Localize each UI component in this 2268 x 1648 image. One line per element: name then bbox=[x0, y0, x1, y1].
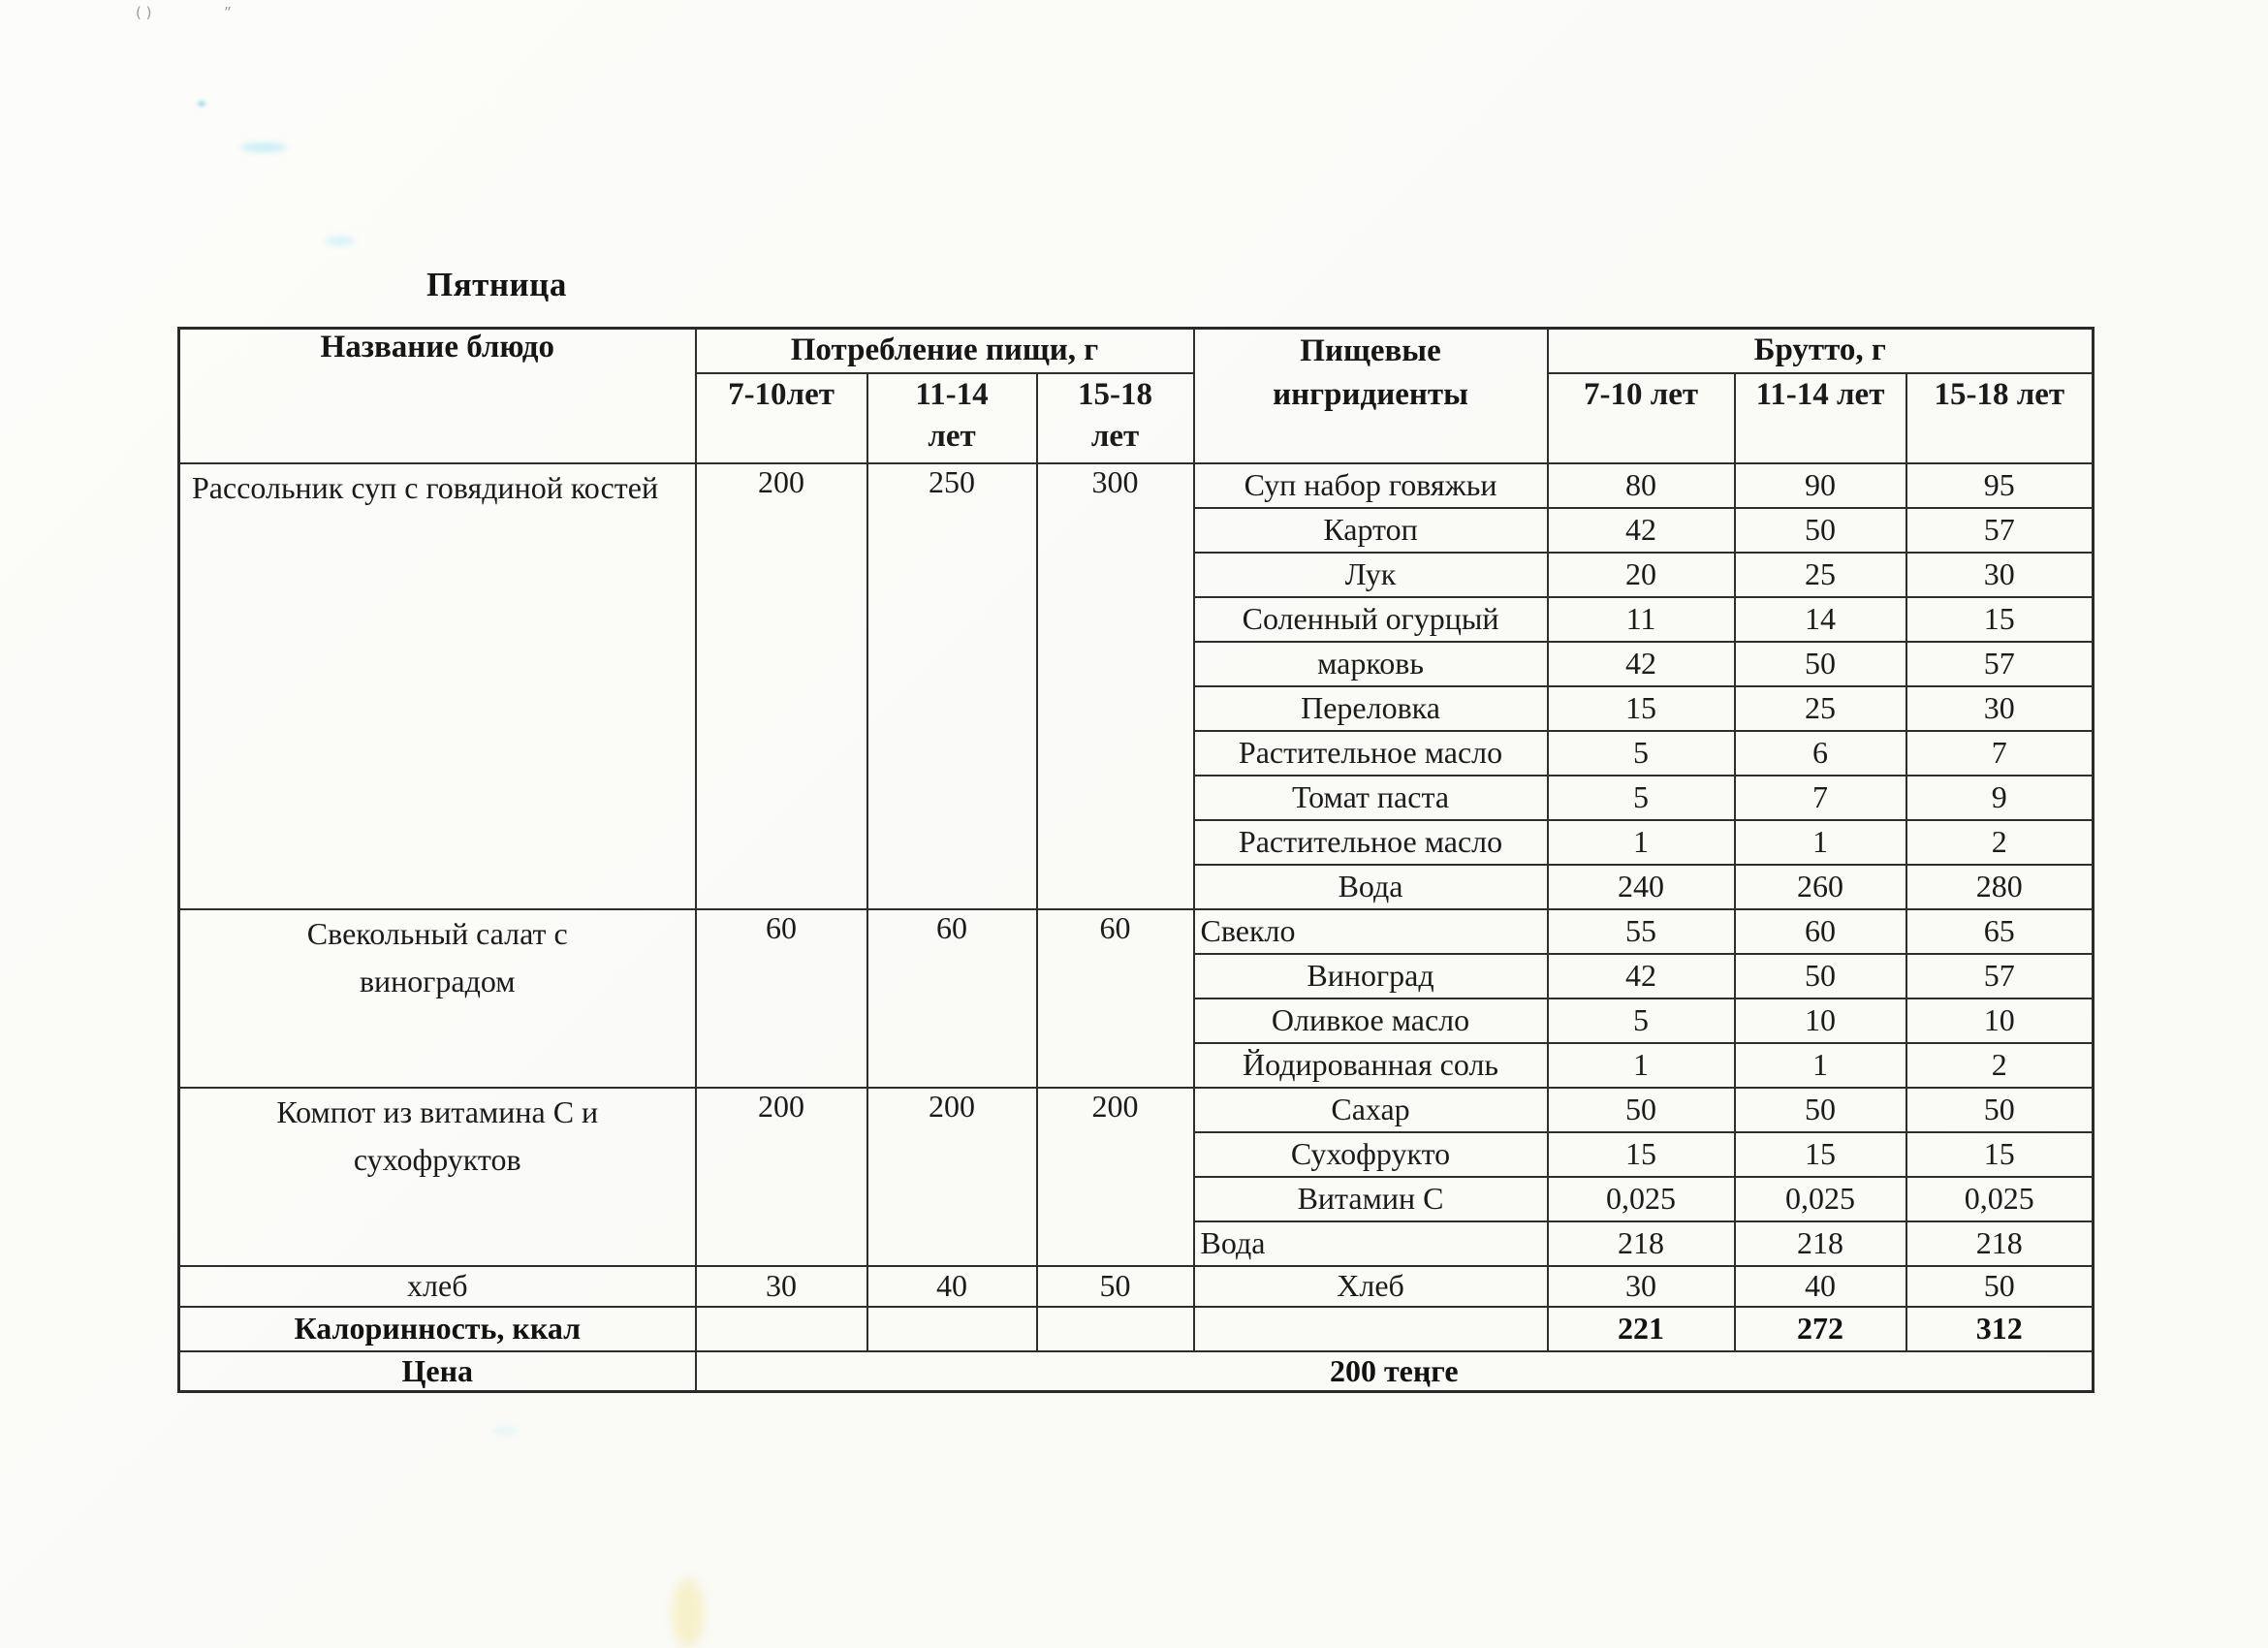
brutto-value-cell: 1 bbox=[1548, 1043, 1735, 1088]
brutto-value-cell: 42 bbox=[1548, 642, 1735, 686]
header-consumption-age-3 bbox=[1037, 373, 1194, 463]
scan-speck-marks: ( ) bbox=[136, 4, 152, 21]
brutto-value-cell: 55 bbox=[1548, 909, 1735, 954]
calories-value-cell: 221 bbox=[1548, 1307, 1735, 1351]
header-row-groups bbox=[179, 329, 2094, 373]
brutto-value-cell: 14 bbox=[1735, 597, 1906, 642]
age-line: лет bbox=[928, 419, 976, 455]
empty-cell bbox=[696, 1307, 867, 1351]
ingredient-name-cell: Картоп bbox=[1194, 508, 1548, 553]
brutto-value-cell: 5 bbox=[1548, 731, 1735, 776]
brutto-value-cell: 5 bbox=[1548, 776, 1735, 820]
ingredient-name-cell: марковь bbox=[1194, 642, 1548, 686]
brutto-value-cell: 1 bbox=[1735, 820, 1906, 865]
ingredient-name-cell: Йодированная соль bbox=[1194, 1043, 1548, 1088]
brutto-value-cell: 9 bbox=[1906, 776, 2094, 820]
scan-smudge-yellow bbox=[672, 1578, 705, 1648]
menu-table bbox=[177, 327, 2095, 1393]
ingredient-name-cell: Вода bbox=[1194, 1221, 1548, 1266]
table-row bbox=[179, 1088, 2094, 1132]
scan-smudge-cyan-1 bbox=[240, 143, 287, 152]
dish-name-cell bbox=[179, 909, 696, 1088]
ingredient-name-cell: Вода bbox=[1194, 865, 1548, 909]
brutto-value-cell: 25 bbox=[1735, 553, 1906, 597]
empty-cell bbox=[1194, 1307, 1548, 1351]
brutto-value-cell: 42 bbox=[1548, 954, 1735, 998]
brutto-value-cell: 65 bbox=[1906, 909, 2094, 954]
table-row bbox=[179, 909, 2094, 954]
price-label-cell: Цена bbox=[179, 1351, 696, 1392]
portion-value-cell: 50 bbox=[1037, 1266, 1194, 1307]
header-consumption-age-1 bbox=[696, 373, 867, 463]
brutto-value-cell: 218 bbox=[1906, 1221, 2094, 1266]
portion-value-cell: 60 bbox=[867, 909, 1037, 1088]
header-ingredients-line2: ингридиенты bbox=[1273, 376, 1468, 412]
scan-smudge-cyan-3 bbox=[492, 1427, 518, 1435]
brutto-value-cell: 20 bbox=[1548, 553, 1735, 597]
brutto-value-cell: 2 bbox=[1906, 1043, 2094, 1088]
brutto-value-cell: 57 bbox=[1906, 954, 2094, 998]
dish-name-cell bbox=[179, 463, 696, 909]
brutto-value-cell: 15 bbox=[1906, 1132, 2094, 1177]
brutto-value-cell: 50 bbox=[1735, 954, 1906, 998]
brutto-value-cell: 15 bbox=[1548, 686, 1735, 731]
portion-value-cell: 200 bbox=[696, 1088, 867, 1266]
ingredient-name-cell: Свекло bbox=[1194, 909, 1548, 954]
brutto-value-cell: 15 bbox=[1548, 1132, 1735, 1177]
empty-cell bbox=[867, 1307, 1037, 1351]
portion-value-cell: 200 bbox=[1037, 1088, 1194, 1266]
portion-value-cell: 60 bbox=[696, 909, 867, 1088]
header-brutto-age-3: 15-18 лет bbox=[1906, 373, 2094, 463]
age-line: лет bbox=[1090, 419, 1140, 455]
brutto-value-cell: 2 bbox=[1906, 820, 2094, 865]
ingredient-name-cell: Витамин С bbox=[1194, 1177, 1548, 1221]
dish-name: Свекольный салат с виноградом bbox=[306, 915, 568, 999]
header-brutto-age-2: 11-14 лет bbox=[1735, 373, 1906, 463]
dish-name-cell: хлеб bbox=[179, 1266, 696, 1307]
bread-row bbox=[179, 1266, 2094, 1307]
brutto-value-cell: 7 bbox=[1735, 776, 1906, 820]
price-row bbox=[179, 1351, 2094, 1392]
scan-smudge-cyan-dot bbox=[198, 101, 205, 107]
dish-name: Компот из витамина С и сухофруктов bbox=[276, 1093, 599, 1178]
header-consumption-group: Потребление пищи, г bbox=[696, 329, 1194, 373]
price-value-cell: 200 теңге bbox=[696, 1351, 2094, 1392]
brutto-value-cell: 40 bbox=[1735, 1266, 1906, 1307]
ingredient-name-cell: Лук bbox=[1194, 553, 1548, 597]
ingredient-name-cell: Томат паста bbox=[1194, 776, 1548, 820]
brutto-value-cell: 90 bbox=[1735, 463, 1906, 508]
age-line: 7-10лет bbox=[728, 376, 835, 412]
brutto-value-cell: 50 bbox=[1735, 642, 1906, 686]
brutto-value-cell: 57 bbox=[1906, 642, 2094, 686]
calories-value-cell: 312 bbox=[1906, 1307, 2094, 1351]
brutto-value-cell: 42 bbox=[1548, 508, 1735, 553]
header-ingredients-line1: Пищевые bbox=[1300, 333, 1441, 368]
portion-value-cell: 200 bbox=[696, 463, 867, 909]
brutto-value-cell: 6 bbox=[1735, 731, 1906, 776]
portion-value-cell: 30 bbox=[696, 1266, 867, 1307]
age-line: 11-14 bbox=[915, 376, 989, 412]
header-brutto-age-1: 7-10 лет bbox=[1548, 373, 1735, 463]
ingredient-name-cell: Сахар bbox=[1194, 1088, 1548, 1132]
calories-row bbox=[179, 1307, 2094, 1351]
header-dish-name: Название блюдо bbox=[179, 329, 696, 463]
portion-value-cell: 300 bbox=[1037, 463, 1194, 909]
brutto-value-cell: 5 bbox=[1548, 998, 1735, 1043]
brutto-value-cell: 57 bbox=[1906, 508, 2094, 553]
dish-name: Рассольник суп с говядиной костей bbox=[192, 469, 659, 505]
header-consumption-age-2 bbox=[867, 373, 1037, 463]
table-row bbox=[179, 463, 2094, 508]
brutto-value-cell: 1 bbox=[1548, 820, 1735, 865]
brutto-value-cell: 30 bbox=[1548, 1266, 1735, 1307]
brutto-value-cell: 15 bbox=[1735, 1132, 1906, 1177]
scan-smudge-cyan-2 bbox=[326, 237, 355, 245]
header-ingredients bbox=[1194, 329, 1548, 463]
brutto-value-cell: 218 bbox=[1548, 1221, 1735, 1266]
brutto-value-cell: 30 bbox=[1906, 686, 2094, 731]
brutto-value-cell: 25 bbox=[1735, 686, 1906, 731]
brutto-value-cell: 11 bbox=[1548, 597, 1735, 642]
brutto-value-cell: 1 bbox=[1735, 1043, 1906, 1088]
brutto-value-cell: 95 bbox=[1906, 463, 2094, 508]
portion-value-cell: 250 bbox=[867, 463, 1037, 909]
ingredient-name-cell: Суп набор говяжьи bbox=[1194, 463, 1548, 508]
brutto-value-cell: 10 bbox=[1906, 998, 2094, 1043]
portion-value-cell: 200 bbox=[867, 1088, 1037, 1266]
brutto-value-cell: 218 bbox=[1735, 1221, 1906, 1266]
brutto-value-cell: 280 bbox=[1906, 865, 2094, 909]
portion-value-cell: 60 bbox=[1037, 909, 1194, 1088]
portion-value-cell: 40 bbox=[867, 1266, 1037, 1307]
header-brutto-group: Брутто, г bbox=[1548, 329, 2094, 373]
brutto-value-cell: 0,025 bbox=[1906, 1177, 2094, 1221]
brutto-value-cell: 50 bbox=[1735, 508, 1906, 553]
brutto-value-cell: 240 bbox=[1548, 865, 1735, 909]
ingredient-name-cell: Соленный огурцый bbox=[1194, 597, 1548, 642]
page-title: Пятница bbox=[426, 266, 567, 303]
brutto-value-cell: 15 bbox=[1906, 597, 2094, 642]
ingredient-name-cell: Растительное масло bbox=[1194, 731, 1548, 776]
dish-name-cell bbox=[179, 1088, 696, 1266]
ingredient-name-cell: Хлеб bbox=[1194, 1266, 1548, 1307]
calories-label-cell: Калоринность, ккал bbox=[179, 1307, 696, 1351]
ingredient-name-cell: Виноград bbox=[1194, 954, 1548, 998]
ingredient-name-cell: Сухофрукто bbox=[1194, 1132, 1548, 1177]
brutto-value-cell: 80 bbox=[1548, 463, 1735, 508]
brutto-value-cell: 50 bbox=[1548, 1088, 1735, 1132]
calories-value-cell: 272 bbox=[1735, 1307, 1906, 1351]
brutto-value-cell: 50 bbox=[1906, 1266, 2094, 1307]
ingredient-name-cell: Переловка bbox=[1194, 686, 1548, 731]
brutto-value-cell: 60 bbox=[1735, 909, 1906, 954]
brutto-value-cell: 260 bbox=[1735, 865, 1906, 909]
brutto-value-cell: 7 bbox=[1906, 731, 2094, 776]
ingredient-name-cell: Растительное масло bbox=[1194, 820, 1548, 865]
scan-speck-mark-2: ” bbox=[224, 4, 232, 21]
age-line: 15-18 bbox=[1078, 376, 1152, 412]
brutto-value-cell: 50 bbox=[1906, 1088, 2094, 1132]
brutto-value-cell: 30 bbox=[1906, 553, 2094, 597]
brutto-value-cell: 0,025 bbox=[1735, 1177, 1906, 1221]
brutto-value-cell: 10 bbox=[1735, 998, 1906, 1043]
empty-cell bbox=[1037, 1307, 1194, 1351]
ingredient-name-cell: Оливкое масло bbox=[1194, 998, 1548, 1043]
brutto-value-cell: 50 bbox=[1735, 1088, 1906, 1132]
brutto-value-cell: 0,025 bbox=[1548, 1177, 1735, 1221]
